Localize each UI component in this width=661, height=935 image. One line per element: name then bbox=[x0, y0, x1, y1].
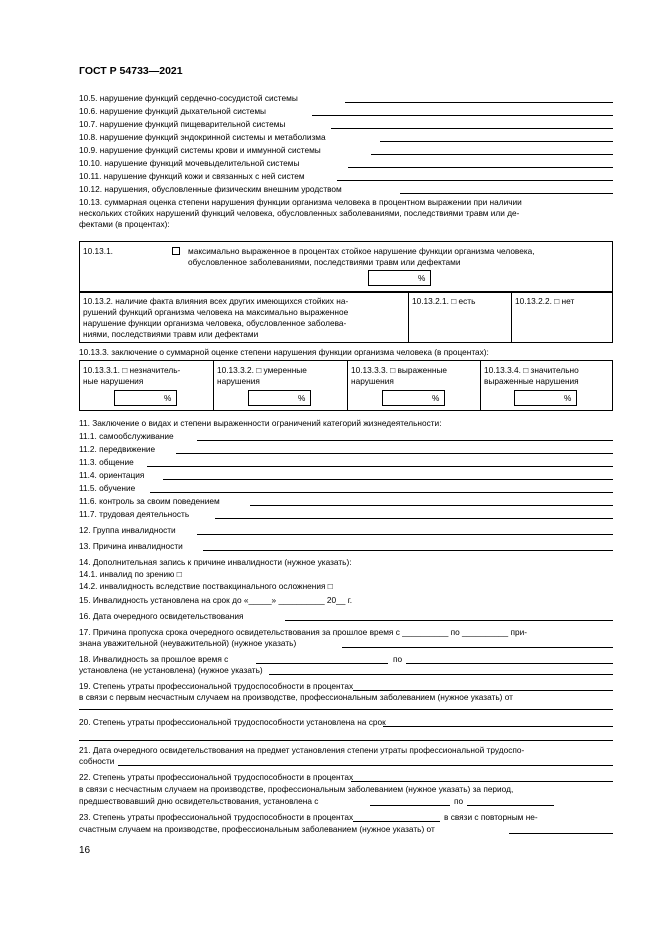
item-10-13-3: 10.13.3. заключение о суммарной оценке степени нарушения функции организма человека (в процентах): bbox=[79, 347, 489, 357]
column-divider bbox=[480, 360, 481, 411]
t3-option-4-line2: выраженные нарушения bbox=[484, 376, 579, 386]
item-10-8: 10.8. нарушение функций эндокринной системы и метаболизма bbox=[79, 132, 326, 142]
item-22-line3b: по bbox=[454, 796, 464, 806]
item-17-line2: знана уважительной (неуважительной) (нужное указать) bbox=[79, 638, 297, 648]
fill-line[interactable] bbox=[467, 805, 554, 806]
item-10-6: 10.6. нарушение функций дыхательной системы bbox=[79, 106, 267, 116]
fill-line[interactable] bbox=[176, 453, 613, 454]
t2-line4: ниями, последствиями травм или дефектами bbox=[83, 329, 259, 339]
t3-percent-sign: % bbox=[298, 393, 306, 403]
item-10-13-line2: нескольких стойких нарушений функций человека, обусловленных заболеваниями, последствиями травм или де- bbox=[79, 208, 520, 218]
fill-line[interactable] bbox=[215, 518, 613, 519]
item-14-1[interactable]: 14.1. инвалид по зрению □ bbox=[79, 569, 182, 579]
fill-line[interactable] bbox=[380, 141, 613, 142]
t1-text-line1: максимально выраженное в процентах стойкое нарушение функции организма человека, bbox=[188, 246, 535, 256]
t3-option-1-line1[interactable]: 10.13.3.1. □ незначитель- bbox=[83, 365, 181, 375]
t1-text-line2: обусловленное заболеваниями, последствиями травм или дефектами bbox=[188, 257, 461, 267]
item-18-part1: 18. Инвалидность за прошлое время с bbox=[79, 654, 229, 664]
t3-option-1-line2: ные нарушения bbox=[83, 376, 144, 386]
t3-percent-sign: % bbox=[564, 393, 572, 403]
item-10-10: 10.10. нарушение функций мочевыделительной системы bbox=[79, 158, 300, 168]
fill-line[interactable] bbox=[79, 709, 613, 710]
fill-line[interactable] bbox=[383, 726, 613, 727]
fill-line[interactable] bbox=[345, 102, 613, 103]
t2-line1: 10.13.2. наличие факта влияния всех других имеющихся стойких на- bbox=[83, 296, 349, 306]
document-header: ГОСТ Р 54733—2021 bbox=[79, 65, 183, 77]
fill-line[interactable] bbox=[250, 505, 613, 506]
fill-line[interactable] bbox=[371, 154, 613, 155]
t3-option-4-line1[interactable]: 10.13.3.4. □ значительно bbox=[484, 365, 579, 375]
item-19-line1: 19. Степень утраты профессиональной трудоспособности в процентах bbox=[79, 681, 354, 691]
item-11-3: 11.3. общение bbox=[79, 457, 134, 467]
item-22-line1: 22. Степень утраты профессиональной трудоспособности в процентах bbox=[79, 772, 354, 782]
column-divider bbox=[408, 292, 409, 343]
item-11-6: 11.6. контроль за своим поведением bbox=[79, 496, 220, 506]
item-13: 13. Причина инвалидности bbox=[79, 541, 183, 551]
item-19-line2: в связи с первым несчастным случаем на производстве, профессиональным заболеванием (нужное указать) от bbox=[79, 692, 513, 702]
item-21-line2: собности bbox=[79, 756, 115, 766]
fill-line[interactable] bbox=[285, 620, 613, 621]
item-11-4: 11.4. ориентация bbox=[79, 470, 145, 480]
item-20: 20. Степень утраты профессиональной трудоспособности установлена на срок bbox=[79, 717, 386, 727]
fill-line[interactable] bbox=[312, 115, 613, 116]
fill-line[interactable] bbox=[256, 663, 388, 664]
item-15: 15. Инвалидность установлена на срок до «_____» __________ 20__ г. bbox=[79, 595, 353, 605]
item-18-line2: установлена (не установлена) (нужное указать) bbox=[79, 665, 263, 675]
item-11-2: 11.2. передвижение bbox=[79, 444, 156, 454]
fill-line[interactable] bbox=[406, 663, 613, 664]
fill-line[interactable] bbox=[353, 821, 440, 822]
item-10-11: 10.11. нарушение функций кожи и связанных с ней систем bbox=[79, 171, 305, 181]
fill-line[interactable] bbox=[147, 466, 613, 467]
fill-line[interactable] bbox=[351, 781, 613, 782]
fill-line[interactable] bbox=[337, 180, 613, 181]
t3-option-2-line1[interactable]: 10.13.3.2. □ умеренные bbox=[217, 365, 307, 375]
item-16: 16. Дата очередного освидетельствования bbox=[79, 611, 244, 621]
column-divider bbox=[347, 360, 348, 411]
t3-percent-sign: % bbox=[432, 393, 440, 403]
t3-percent-sign: % bbox=[164, 393, 172, 403]
fill-line[interactable] bbox=[370, 805, 450, 806]
t3-option-3-line1[interactable]: 10.13.3.3. □ выраженные bbox=[351, 365, 448, 375]
checkbox-10-13-1[interactable] bbox=[172, 247, 180, 255]
item-23-line1b: в связи с повторным не- bbox=[444, 812, 538, 822]
item-12: 12. Группа инвалидности bbox=[79, 525, 176, 535]
fill-line[interactable] bbox=[197, 534, 613, 535]
column-divider bbox=[213, 360, 214, 411]
fill-line[interactable] bbox=[348, 167, 613, 168]
item-14-2[interactable]: 14.2. инвалидность вследствие поствакцинального осложнения □ bbox=[79, 581, 333, 591]
section-11-title: 11. Заключение о видах и степени выраженности ограничений категорий жизнедеятельности: bbox=[79, 418, 442, 428]
item-23-line1a: 23. Степень утраты профессиональной трудоспособности в процентах bbox=[79, 812, 354, 822]
fill-line[interactable] bbox=[400, 193, 613, 194]
fill-line[interactable] bbox=[118, 765, 613, 766]
fill-line[interactable] bbox=[150, 492, 613, 493]
t3-option-3-line2: нарушения bbox=[351, 376, 394, 386]
fill-line[interactable] bbox=[79, 740, 613, 741]
page-number: 16 bbox=[79, 845, 91, 856]
item-14-title: 14. Дополнительная запись к причине инвалидности (нужное указать): bbox=[79, 557, 352, 567]
item-23-line2: счастным случаем на производстве, профессиональным заболеванием (нужное указать) от bbox=[79, 824, 435, 834]
t1-number: 10.13.1. bbox=[83, 246, 113, 256]
item-10-13-line3: фектами (в процентах): bbox=[79, 219, 170, 229]
t1-percent-sign: % bbox=[418, 273, 426, 283]
item-22-line3a: предшествовавший дню освидетельствования, установлена с bbox=[79, 796, 319, 806]
fill-line[interactable] bbox=[342, 647, 613, 648]
item-22-line2: в связи с несчастным случаем на производстве, профессиональным заболеванием (нужное указать) за период, bbox=[79, 784, 514, 794]
item-17-line1: 17. Причина пропуска срока очередного освидетельствования за прошлое время с __________ по __________ при- bbox=[79, 627, 527, 637]
item-11-5: 11.5. обучение bbox=[79, 483, 136, 493]
item-10-7: 10.7. нарушение функций пищеварительной системы bbox=[79, 119, 286, 129]
item-18-part2: по bbox=[393, 654, 403, 664]
item-10-9: 10.9. нарушение функций системы крови и иммунной системы bbox=[79, 145, 321, 155]
item-21-line1: 21. Дата очередного освидетельствования на предмет установления степени утраты профессиональной трудоспо- bbox=[79, 745, 525, 755]
fill-line[interactable] bbox=[269, 674, 613, 675]
t2-line2: рушений функций организма человека на максимально выраженное bbox=[83, 307, 349, 317]
fill-line[interactable] bbox=[163, 479, 613, 480]
item-11-7: 11.7. трудовая деятельность bbox=[79, 509, 190, 519]
t2-line3: нарушение функции организма человека, обусловленное заболева- bbox=[83, 318, 347, 328]
fill-line[interactable] bbox=[197, 440, 613, 441]
item-10-5: 10.5. нарушение функций сердечно-сосудистой системы bbox=[79, 93, 298, 103]
fill-line[interactable] bbox=[353, 690, 613, 691]
column-divider bbox=[511, 292, 512, 343]
item-10-13-line1: 10.13. суммарная оценка степени нарушения функции организма человека в процентном выражении при наличии bbox=[79, 197, 522, 207]
t3-option-2-line2: нарушения bbox=[217, 376, 260, 386]
option-no[interactable]: 10.13.2.2. □ нет bbox=[515, 296, 575, 306]
item-11-1: 11.1. самообслуживание bbox=[79, 431, 174, 441]
item-10-12: 10.12. нарушения, обусловленные физическим внешним уродством bbox=[79, 184, 342, 194]
fill-line[interactable] bbox=[509, 833, 613, 834]
fill-line[interactable] bbox=[331, 128, 613, 129]
option-yes[interactable]: 10.13.2.1. □ есть bbox=[412, 296, 476, 306]
fill-line[interactable] bbox=[203, 550, 613, 551]
